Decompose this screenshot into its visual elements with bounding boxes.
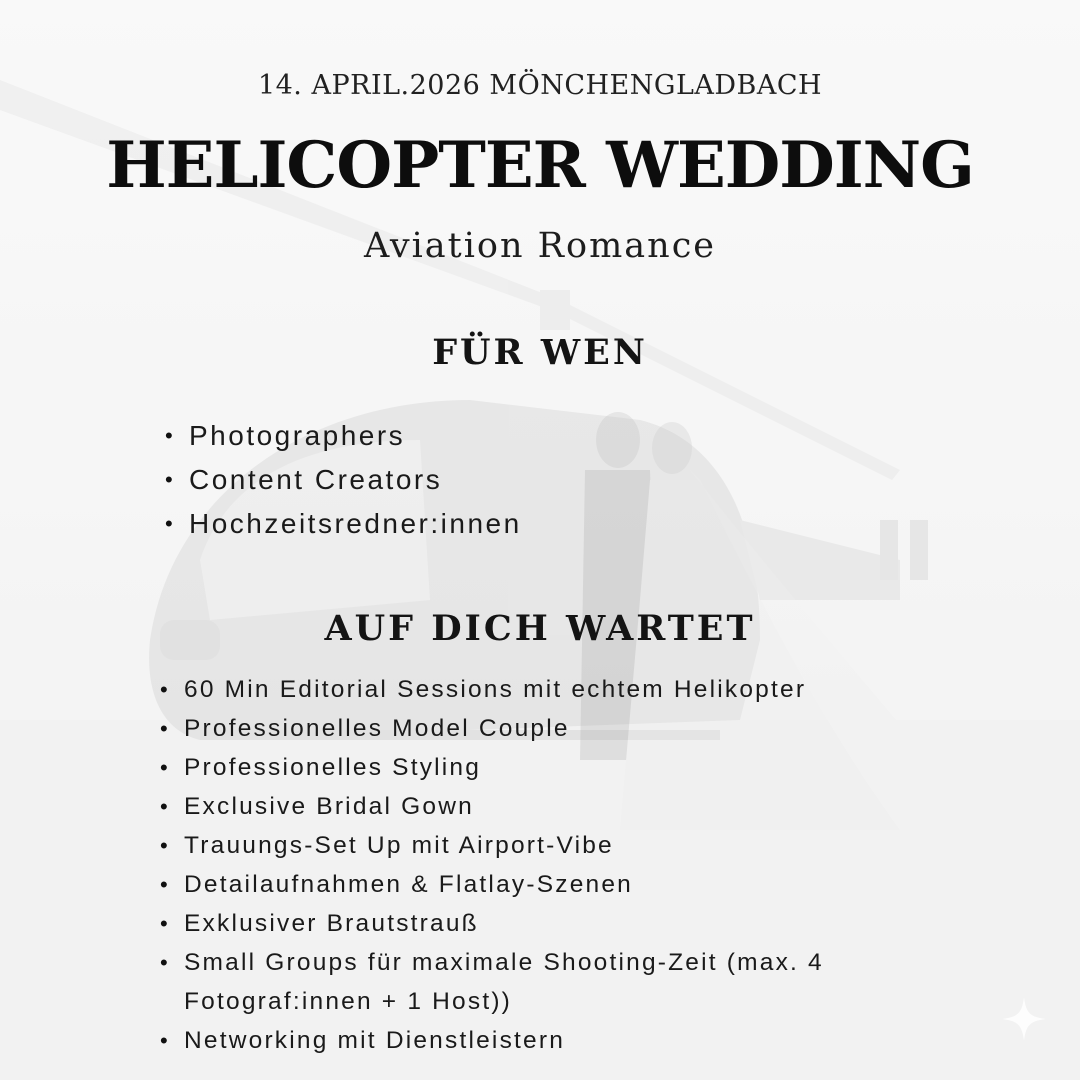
list-item — [160, 865, 990, 904]
list-item — [165, 502, 522, 546]
bullet-icon: • — [160, 716, 170, 741]
audience-heading: FÜR WEN — [432, 332, 648, 373]
list-item — [165, 458, 522, 502]
list-item — [160, 787, 990, 826]
benefit-item-label: Exklusiver Brautstrauß — [184, 910, 479, 937]
page-title: HELICOPTER WEDDING — [106, 128, 974, 203]
benefit-item-label: Professionelles Styling — [184, 754, 482, 781]
audience-item-label: Hochzeitsredner:innen — [189, 508, 522, 539]
bullet-icon: • — [165, 423, 176, 448]
bullet-icon: • — [160, 911, 170, 936]
benefits-heading: AUF DICH WARTET — [324, 608, 756, 649]
event-date-location: 14. APRIL.2026 MÖNCHENGLADBACH — [257, 70, 823, 101]
benefit-item-label: Exclusive Bridal Gown — [184, 793, 474, 820]
list-item — [165, 414, 522, 458]
bullet-icon: • — [160, 677, 170, 702]
audience-item-label: Photographers — [189, 420, 406, 451]
benefit-item-label: 60 Min Editorial Sessions mit echtem Helikopter — [184, 676, 807, 703]
benefit-item-label: Detailaufnahmen & Flatlay-Szenen — [184, 871, 634, 898]
list-item — [160, 943, 990, 1021]
bullet-icon: • — [165, 511, 176, 536]
bullet-icon: • — [160, 950, 170, 975]
benefits-list — [160, 670, 990, 1060]
list-item — [160, 748, 990, 787]
sparkle-icon — [1000, 995, 1048, 1043]
audience-item-label: Content Creators — [189, 464, 443, 495]
list-item — [160, 826, 990, 865]
benefit-item-label: Professionelles Model Couple — [184, 715, 570, 742]
audience-list — [165, 414, 522, 546]
benefit-item-label: Small Groups für maximale Shooting-Zeit (max. 4 Fotograf:innen + 1 Host)) — [184, 949, 824, 1015]
list-item — [160, 1021, 990, 1060]
subtitle: Aviation Romance — [363, 226, 717, 266]
benefit-item-label: Trauungs-Set Up mit Airport-Vibe — [184, 832, 614, 859]
benefit-item-label: Networking mit Dienstleistern — [184, 1027, 566, 1054]
bullet-icon: • — [165, 467, 176, 492]
list-item — [160, 670, 990, 709]
list-item — [160, 904, 990, 943]
bullet-icon: • — [160, 1028, 170, 1053]
bullet-icon: • — [160, 755, 170, 780]
bullet-icon: • — [160, 794, 170, 819]
bullet-icon: • — [160, 833, 170, 858]
list-item — [160, 709, 990, 748]
bullet-icon: • — [160, 872, 170, 897]
